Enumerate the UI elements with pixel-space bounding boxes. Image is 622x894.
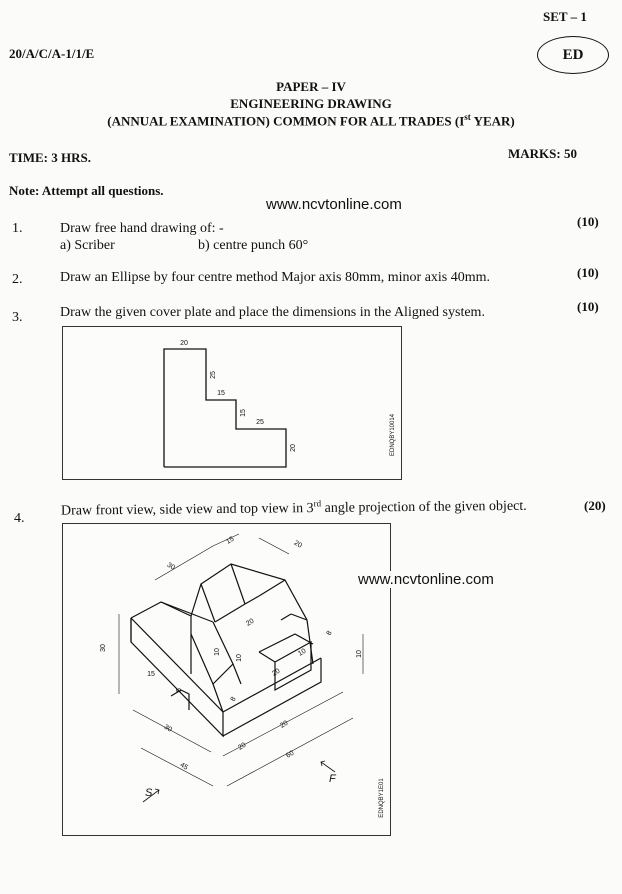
question-1-marks: (10) [577, 214, 599, 229]
marks-label: MARKS: 50 [508, 146, 577, 161]
question-3-text: Draw the given cover plate and place the dimensions in the Aligned system. [60, 305, 485, 320]
question-1-text: Draw free hand drawing of: - [60, 221, 224, 236]
subject-badge: ED [537, 36, 609, 74]
dim-2: 20 [292, 539, 303, 550]
paper-code: 20/A/C/A-1/1/E [9, 46, 95, 61]
instructions-note: Note: Attempt all questions. [9, 183, 164, 198]
question-2-text: Draw an Ellipse by four centre method Major axis 80mm, minor axis 40mm. [60, 270, 491, 285]
question-1-part-a: a) Scriber [60, 238, 115, 253]
dim-step-1-width: 15 [217, 390, 225, 397]
question-4-text: Draw front view, side view and top view in 3rd angle projection of the given object. [60, 498, 527, 519]
dim-step-2-width: 25 [256, 419, 264, 426]
dim-17: 10 [297, 647, 308, 658]
front-view-arrow-label: F [329, 773, 336, 785]
dim-3: 30 [165, 561, 176, 572]
question-1-part-b: b) centre punch 60° [198, 238, 309, 253]
question-2-number: 2. [12, 272, 23, 287]
isometric-object-drawing [63, 524, 390, 835]
figure-2-code: EDNQBY1E01 [379, 778, 385, 818]
cover-plate-drawing [63, 327, 401, 479]
dim-18: 20 [271, 667, 282, 678]
dim-5: 20 [245, 617, 256, 628]
paper-number: PAPER – IV [276, 79, 346, 94]
dim-6: 10 [214, 648, 221, 656]
dim-step-2-height: 15 [240, 409, 247, 417]
dim-step-1-height: 25 [210, 371, 217, 379]
subject-title: ENGINEERING DRAWING [230, 96, 392, 111]
question-3-number: 3. [12, 310, 23, 325]
dim-11: 30 [162, 723, 173, 734]
dim-13: 20 [279, 719, 290, 730]
question-2-marks: (10) [577, 265, 599, 280]
dim-1: 15 [225, 535, 236, 546]
watermark-url: www.ncvtonline.com [266, 196, 402, 213]
question-4-marks: (20) [584, 498, 606, 513]
figure-1-code: EDNQBY10014 [390, 413, 396, 457]
dim-15: 45 [178, 761, 189, 772]
dim-10: 5 [176, 688, 183, 692]
question-3-marks: (10) [577, 299, 599, 314]
side-view-arrow-label: S [145, 787, 153, 799]
dim-19: 10 [236, 654, 243, 662]
time-label: TIME: 3 HRS. [9, 150, 91, 165]
isometric-object-figure [62, 523, 391, 836]
dim-14: 8 [229, 695, 238, 703]
exam-title: (ANNUAL EXAMINATION) COMMON FOR ALL TRADES (Ist YEAR) [107, 112, 515, 129]
dim-top-width: 20 [180, 340, 188, 347]
dim-8: 10 [356, 650, 363, 658]
dim-9: 15 [147, 671, 155, 678]
dim-right-height: 20 [290, 444, 297, 452]
watermark-url-2: www.ncvtonline.com [358, 571, 494, 588]
set-label: SET – 1 [543, 9, 587, 24]
dim-16: 60 [285, 749, 296, 760]
question-4-number: 4. [14, 511, 25, 526]
dim-12: 20 [237, 741, 248, 752]
cover-plate-figure [62, 326, 402, 480]
dim-7: 8 [325, 629, 334, 637]
dim-4: 30 [100, 644, 107, 652]
question-1-number: 1. [12, 221, 23, 236]
